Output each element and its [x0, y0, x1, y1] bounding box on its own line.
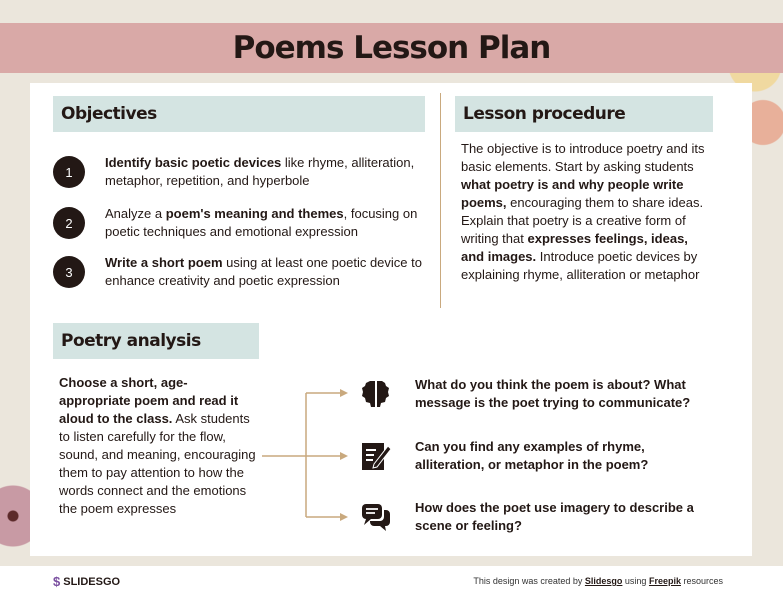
logo-icon: $ — [53, 574, 61, 589]
freepik-link[interactable]: Freepik — [648, 576, 681, 586]
chat-icon — [360, 501, 392, 533]
objective-text: like rhyme, alliteration, metaphor, repetition, and hyperbole — [105, 155, 415, 188]
procedure-heading: Lesson procedure — [455, 96, 713, 132]
number-badge: 3 — [53, 256, 85, 288]
procedure-text: The objective is to introduce poetry and its basic elements. Start by asking students what poetry is and why people write poems, encouraging them to share ideas. Explain that poetry is a creative form of writing that expresses feelings, ideas, and images. Introduce poetic devices by explaining rhyme, alliteration or metaphor — [461, 141, 705, 282]
credit-text: This design was created by Slidesgo using Freepik resources — [473, 576, 723, 586]
slidesgo-logo — [53, 574, 120, 589]
number-badge: 1 — [53, 156, 85, 188]
objective-text: Analyze a — [105, 206, 166, 221]
question-item — [360, 376, 715, 412]
question-text: How does the poet use imagery to describe a scene or feeling? — [415, 500, 694, 533]
slidesgo-link[interactable]: Slidesgo — [584, 576, 623, 586]
analysis-text: Choose a short, age-appropriate poem and read it aloud to the class. Ask students to listen carefully for the flow, sound, and meaning, encouraging them to pay attention to how the words connect and the emotions the poem expresses — [59, 375, 256, 516]
number-badge: 2 — [53, 207, 85, 239]
objective-item — [53, 254, 428, 290]
divider — [440, 93, 441, 308]
objectives-heading: Objectives — [53, 96, 425, 132]
writing-icon — [360, 440, 392, 472]
question-text: What do you think the poem is about? What message is the poet trying to communicate? — [415, 377, 691, 410]
objective-bold: Write a short poem — [105, 255, 223, 270]
objective-bold: Identify basic poetic devices — [105, 155, 282, 170]
title-banner — [0, 23, 783, 73]
question-item — [360, 438, 715, 474]
objective-item — [53, 154, 428, 190]
logo-text: SLIDESGO — [63, 575, 121, 588]
objective-bold: poem's meaning and themes — [165, 206, 344, 221]
brain-icon — [360, 378, 392, 410]
analysis-heading: Poetry analysis — [53, 323, 259, 359]
objective-text: using at least one poetic device to enhance creativity and poetic expression — [105, 255, 422, 288]
page-title: Poems Lesson Plan — [232, 30, 551, 66]
objective-item — [53, 205, 428, 241]
question-item — [360, 499, 715, 535]
connector-arrows — [262, 380, 352, 525]
objective-text: , focusing on poetic techniques and emotional expression — [105, 206, 418, 239]
question-text: Can you find any examples of rhyme, alliteration, or metaphor in the poem? — [415, 439, 649, 472]
